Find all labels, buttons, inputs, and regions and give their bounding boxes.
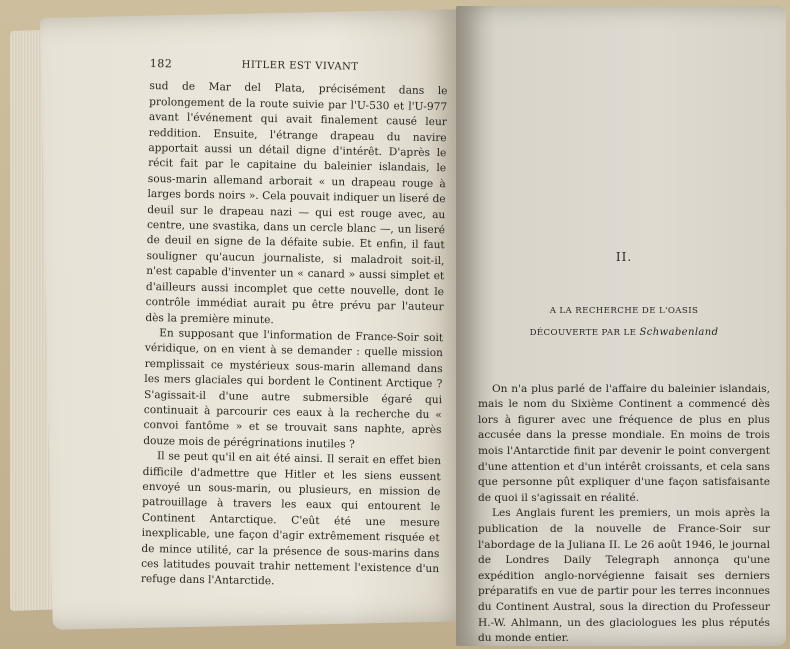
paragraph: En supposant que l'information de France-Soir soit véridique, on en vient à se demander : quelle mission remplissait ce mystérieux sous-marin allemand dans les mers glaciales qui bordent le Continent Arctique ? S'agissait-il d'une autre submersible égaré qui continuait à parcourir ces eaux à la recherche du « convoi fantôme » et se trouvait sans naphte, après douze mois de pérégrinations inutiles ? — [143, 327, 444, 451]
chapter-title-prefix: DÉCOUVERTE PAR LE — [529, 327, 637, 338]
right-page-text — [478, 250, 770, 647]
page-number: 182 — [149, 56, 173, 71]
ship-name: Schwabenland — [639, 326, 719, 338]
chapter-title-line1: A LA RECHERCHE DE L'OASIS — [549, 305, 699, 316]
paragraph: Les Anglais furent les premiers, un mois après la publication de la nouvelle de France-Soir sur l'abordage de la Juliana II. Le 26 août 1946, le journal de Londres Daily Telegraph annonça qu'une expédition anglo-norvégienne faisait ses derniers préparatifs en vue de partir pour les terres inconnues du Continent Austral, sous la direction du Professeur H.-W. Ahlmann, un des glaciologues les plus réputés du monde entier. — [478, 507, 770, 645]
left-page-text — [141, 56, 448, 593]
paragraph: On n'a plus parlé de l'affaire du baleinier islandais, mais le nom du Sixième Continent a commencé dès lors à figurer avec une fréquence de plus en plus accusée dans la presse mondiale. En moins de trois mois l'Antarctide finit par devenir le point convergent d'une attention et d'un intérêt croissants, et cela sans que personne pût expliquer d'une façon satisfaisante de quoi il s'agissait en réalité. — [478, 382, 770, 504]
paragraph: sud de Mar del Plata, précisément dans le prolongement de la route suivie par l'U-530 et l'U-977 avant l'événement qui avait finalement causé leur reddition. Ensuite, l'étrange drapeau du navire apportait aussi un détail digne d'intérêt. D'après le récit fait par le capitaine du baleinier islandais, le sous-marin allemand arborait « un drapeau rouge à larges bords noirs ». Cela pouvait indiquer un liseré de deuil sur le drapeau nazi — qui est rouge avec, au centre, une svastika, dans un cercle blanc —, un liseré de deuil en signe de la défaite subie. Et enfin, il faut souligner qu'aucun journaliste, si maladroit soit-il, n'est capable d'inventer un « canard » aussi simplet et d'ailleurs aussi incomplet que cette nouvelle, dont le contrôle immédiat aurait pu être prévu par l'auteur dès la première minute. — [145, 80, 448, 326]
paragraph: Il se peut qu'il en ait été ainsi. Il serait en effet bien difficile d'admettre que Hitler et les siens eussent envoyé un sous-marin, ou plusieurs, en mission de patrouillage à travers les eaux qui entourent le Continent Antarctique. C'eût été une mesure inexplicable, une façon d'agir extrêmement risquée et de mince utilité, car la présence de sous-marins dans ces latitudes pouvait trahir nettement l'existence d'un refuge dans l'Antarctide. — [140, 450, 442, 588]
book-title: HITLER EST VIVANT — [241, 59, 359, 73]
chapter-number: II. — [615, 250, 633, 264]
chapter-title-line2 — [478, 322, 770, 344]
chapter-title — [478, 300, 770, 344]
